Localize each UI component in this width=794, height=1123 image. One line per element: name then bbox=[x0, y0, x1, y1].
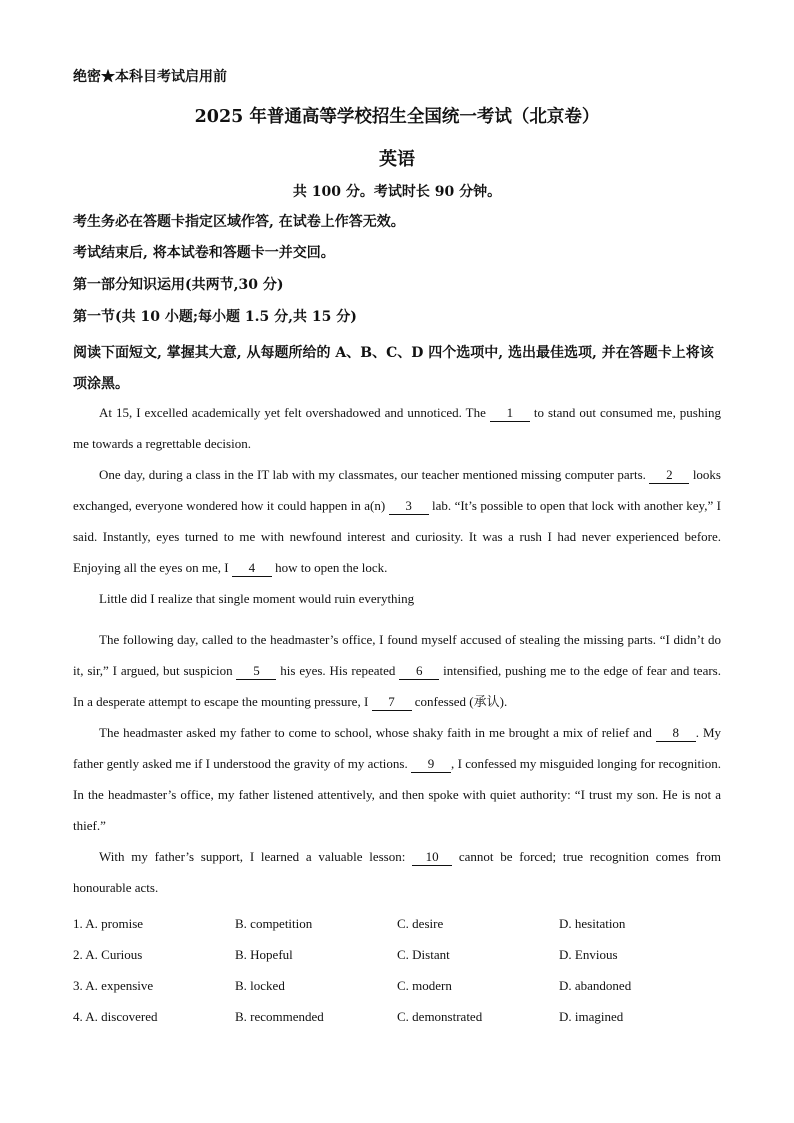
option-a: 3. A. expensive bbox=[73, 977, 154, 993]
blank-2: 2 bbox=[649, 466, 689, 484]
exam-duration: 共 100 分。考试时长 90 分钟。 bbox=[292, 184, 502, 200]
option-c: C. desire bbox=[397, 915, 444, 931]
blank-3: 3 bbox=[389, 497, 429, 515]
question-options-row bbox=[73, 939, 723, 970]
question-options-row bbox=[73, 1001, 723, 1032]
option-a: 4. A. discovered bbox=[73, 1008, 158, 1024]
option-b: B. competition bbox=[235, 915, 313, 931]
passage-paragraph: One day, during a class in the IT lab with my classmates, our teacher mentioned missing computer parts. 2 looks exchanged, everyone wondered how it could happen in a(n) 3 lab. “It’s possible to open that lock with another key,” I said. Instantly, eyes turned to me with newfound interest and curiosity. It was a rush I had never experienced before. Enjoying all the eyes on me, I 4 how to open the lock. bbox=[73, 467, 721, 575]
option-a: 2. A. Curious bbox=[73, 946, 143, 962]
question-options-row bbox=[73, 970, 723, 1001]
confidential-label: 绝密★本科目考试启用前 bbox=[73, 69, 227, 85]
blank-1: 1 bbox=[490, 404, 530, 422]
option-d: D. hesitation bbox=[559, 915, 626, 931]
option-c: C. demonstrated bbox=[397, 1008, 483, 1024]
passage-paragraph: The headmaster asked my father to come to school, whose shaky faith in me brought a mix of relief and 8 . My father gently asked me if I understood the gravity of my actions. 9 , I confessed my misguided longing for recognition. In the headmaster’s office, my father listened attentively, and then spoke with quiet authority: “I trust my son. He is not a thief.” bbox=[73, 725, 722, 833]
section-heading: 第一节(共 10 小题;每小题 1.5 分,共 15 分) bbox=[73, 309, 357, 325]
option-c: C. modern bbox=[397, 977, 452, 993]
passage-paragraph: The following day, called to the headmaster’s office, I found myself accused of stealing the missing parts. “I didn’t do it, sir,” I argued, but suspicion 5 his eyes. His repeated 6 intensified, pushing me to the edge of fear and tears. In a desperate attempt to escape the mounting pressure, I 7 confessed (承认). bbox=[73, 632, 721, 709]
blank-9: 9 bbox=[411, 755, 451, 773]
instruction-submit: 考试结束后, 将本试卷和答题卡一并交回。 bbox=[73, 245, 335, 261]
exam-title: 2025 年普通高等学校招生全国统一考试（北京卷） bbox=[194, 107, 600, 127]
blank-8: 8 bbox=[656, 724, 696, 742]
option-b: B. Hopeful bbox=[235, 946, 293, 962]
instruction-answer-sheet: 考生务必在答题卡指定区域作答, 在试卷上作答无效。 bbox=[73, 214, 405, 230]
subject-title: 英语 bbox=[379, 149, 415, 170]
option-d: D. abandoned bbox=[559, 977, 632, 993]
option-a: 1. A. promise bbox=[73, 915, 144, 931]
blank-7: 7 bbox=[372, 693, 412, 711]
blank-4: 4 bbox=[232, 559, 272, 577]
option-c: C. Distant bbox=[397, 946, 450, 962]
passage-paragraph: With my father’s support, I learned a valuable lesson: 10 cannot be forced; true recognition comes from honourable acts. bbox=[73, 849, 721, 895]
option-d: D. Envious bbox=[559, 946, 618, 962]
blank-6: 6 bbox=[399, 662, 439, 680]
blank-5: 5 bbox=[236, 662, 276, 680]
passage-paragraph: Little did I realize that single moment would ruin everything bbox=[99, 591, 415, 606]
cloze-passage bbox=[73, 397, 721, 903]
option-b: B. recommended bbox=[235, 1008, 324, 1024]
passage-paragraph: At 15, I excelled academically yet felt overshadowed and unnoticed. The 1 to stand out consumed me, pushing me towards a regrettable decision. bbox=[73, 405, 721, 451]
part-heading: 第一部分知识运用(共两节,30 分) bbox=[73, 277, 284, 293]
answer-options bbox=[73, 908, 723, 1032]
option-d: D. imagined bbox=[559, 1008, 624, 1024]
blank-10: 10 bbox=[412, 848, 452, 866]
option-b: B. locked bbox=[235, 977, 285, 993]
section-directions: 阅读下面短文, 掌握其大意, 从每题所给的 A、B、C、D 四个选项中, 选出最佳选项, 并在答题卡上将该项涂黑。 bbox=[73, 345, 714, 392]
question-options-row bbox=[73, 908, 723, 939]
